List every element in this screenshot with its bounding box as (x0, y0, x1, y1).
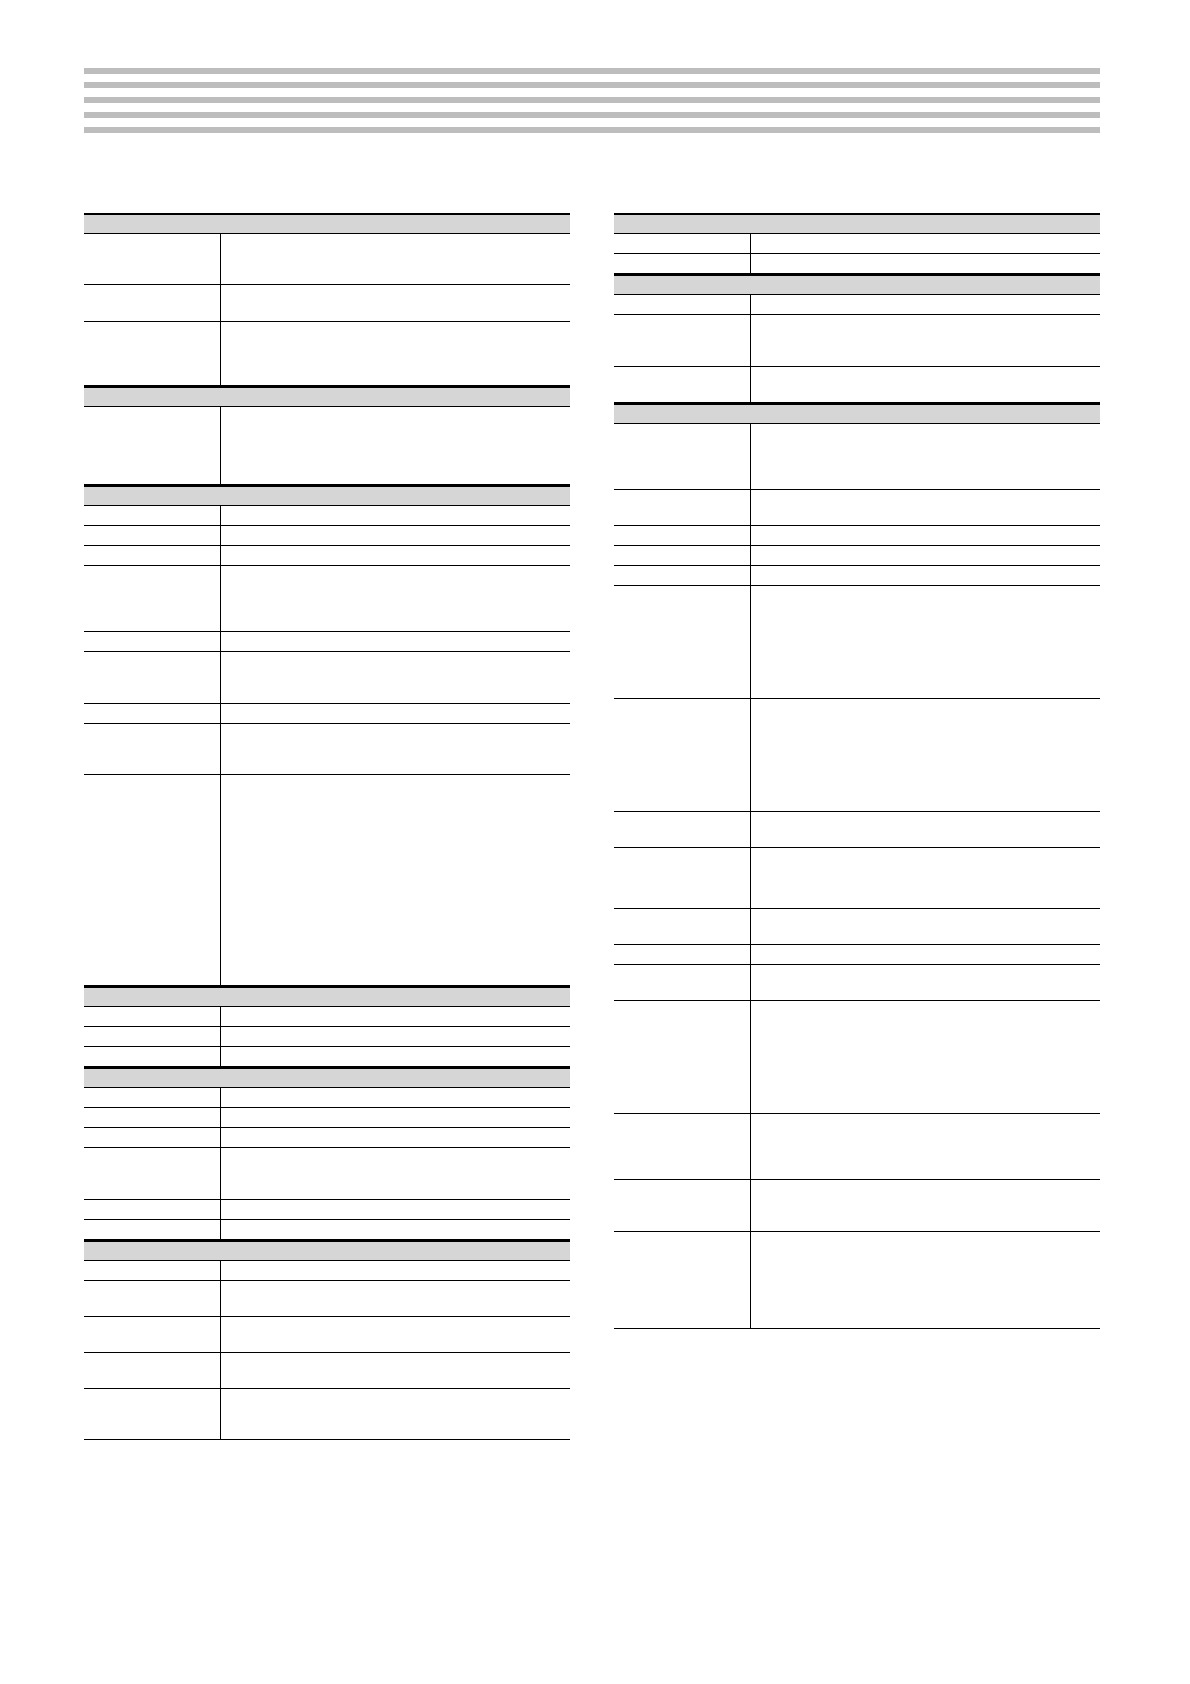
spec-label (614, 965, 751, 1000)
spec-value (221, 234, 570, 284)
spec-row (614, 234, 1100, 254)
spec-row (614, 295, 1100, 315)
spec-value (751, 1001, 1100, 1113)
spec-row (84, 1027, 570, 1047)
section-header (84, 485, 570, 506)
spec-label (614, 1180, 751, 1231)
spec-row (614, 490, 1100, 526)
spec-row (84, 1007, 570, 1027)
spec-row (84, 1317, 570, 1353)
spec-label (84, 1200, 221, 1219)
spec-label (614, 945, 751, 964)
spec-row (614, 1114, 1100, 1180)
spec-row (84, 1108, 570, 1128)
spec-row (84, 1353, 570, 1389)
spec-row (614, 424, 1100, 490)
spec-value (751, 367, 1100, 402)
spec-label (84, 1088, 221, 1107)
spec-label (84, 1108, 221, 1127)
spec-label (614, 699, 751, 811)
spec-row (84, 1261, 570, 1281)
spec-label (84, 322, 221, 385)
spec-row (614, 699, 1100, 812)
spec-value (221, 526, 570, 545)
spec-value (751, 812, 1100, 847)
spec-row (614, 315, 1100, 367)
spec-row (614, 848, 1100, 909)
spec-value (221, 1027, 570, 1046)
spec-label (84, 1220, 221, 1239)
spec-row (84, 506, 570, 526)
spec-row (84, 1200, 570, 1220)
spec-value (221, 1281, 570, 1316)
spec-label (84, 1128, 221, 1147)
spec-value (751, 909, 1100, 944)
spec-row (614, 945, 1100, 965)
spec-value (221, 1088, 570, 1107)
header-stripe (84, 68, 1100, 74)
spec-row (84, 546, 570, 566)
spec-label (614, 424, 751, 489)
spec-row (84, 1047, 570, 1067)
spec-label (614, 909, 751, 944)
spec-value (751, 586, 1100, 698)
section-header (614, 274, 1100, 295)
spec-value (221, 1148, 570, 1199)
spec-value (751, 848, 1100, 908)
spec-label (614, 367, 751, 402)
spec-row (84, 1148, 570, 1200)
spec-value (751, 295, 1100, 314)
spec-row (614, 1180, 1100, 1232)
spec-label (614, 234, 751, 253)
spec-row (84, 775, 570, 986)
spec-value (221, 704, 570, 723)
spec-label (84, 506, 221, 525)
section-header (614, 403, 1100, 424)
spec-value (221, 1261, 570, 1280)
spec-row (84, 285, 570, 322)
spec-row (614, 1232, 1100, 1329)
spec-row (614, 367, 1100, 403)
spec-value (221, 1007, 570, 1026)
section-header (84, 986, 570, 1007)
header-stripe (84, 112, 1100, 118)
spec-label (84, 775, 221, 985)
spec-label (614, 526, 751, 545)
spec-value (221, 1108, 570, 1127)
spec-row (614, 526, 1100, 546)
spec-row (614, 965, 1100, 1001)
spec-label (84, 1047, 221, 1066)
section-header (84, 213, 570, 234)
spec-label (614, 295, 751, 314)
spec-value (751, 424, 1100, 489)
spec-value (221, 506, 570, 525)
header-stripe (84, 82, 1100, 88)
section-header (84, 1240, 570, 1261)
spec-row (84, 1128, 570, 1148)
spec-row (84, 1220, 570, 1240)
spec-row (84, 1389, 570, 1440)
spec-value (751, 1114, 1100, 1179)
spec-row (84, 704, 570, 724)
spec-row (614, 586, 1100, 699)
spec-value (221, 407, 570, 484)
spec-row (84, 1281, 570, 1317)
spec-value (221, 1047, 570, 1066)
spec-label (84, 566, 221, 631)
spec-label (84, 1261, 221, 1280)
spec-label (84, 724, 221, 774)
spec-row (84, 632, 570, 652)
spec-label (84, 1027, 221, 1046)
spec-value (221, 775, 570, 985)
spec-value (221, 546, 570, 565)
spec-value (751, 945, 1100, 964)
spec-value (221, 566, 570, 631)
spec-label (614, 848, 751, 908)
spec-label (84, 1281, 221, 1316)
spec-row (84, 234, 570, 285)
spec-row (84, 526, 570, 546)
spec-row (84, 1088, 570, 1108)
spec-value (221, 1220, 570, 1239)
spec-value (221, 1389, 570, 1439)
spec-label (84, 1389, 221, 1439)
spec-row (614, 812, 1100, 848)
spec-label (614, 315, 751, 366)
spec-label (614, 1232, 751, 1328)
spec-value (751, 526, 1100, 545)
spec-value (221, 285, 570, 321)
spec-row (614, 566, 1100, 586)
spec-label (84, 407, 221, 484)
spec-value (221, 632, 570, 651)
spec-label (84, 1148, 221, 1199)
spec-label (614, 1114, 751, 1179)
spec-value (221, 724, 570, 774)
spec-label (84, 632, 221, 651)
spec-row (614, 254, 1100, 274)
spec-row (84, 322, 570, 386)
spec-value (751, 254, 1100, 273)
section-header (84, 386, 570, 407)
spec-label (84, 1007, 221, 1026)
spec-value (751, 1180, 1100, 1231)
spec-value (221, 1353, 570, 1388)
spec-label (614, 586, 751, 698)
spec-label (84, 1317, 221, 1352)
spec-label (614, 812, 751, 847)
spec-value (751, 546, 1100, 565)
spec-label (84, 526, 221, 545)
spec-value (751, 699, 1100, 811)
section-header (614, 213, 1100, 234)
spec-row (614, 909, 1100, 945)
spec-label (84, 285, 221, 321)
spec-label (84, 1353, 221, 1388)
spec-table-left (84, 213, 570, 1440)
spec-label (84, 234, 221, 284)
spec-label (614, 1001, 751, 1113)
spec-value (221, 1200, 570, 1219)
spec-row (84, 652, 570, 704)
spec-row (84, 566, 570, 632)
spec-value (751, 965, 1100, 1000)
spec-label (614, 490, 751, 525)
spec-value (221, 1128, 570, 1147)
spec-row (84, 724, 570, 775)
spec-row (614, 1001, 1100, 1114)
spec-value (751, 566, 1100, 585)
spec-row (84, 407, 570, 485)
header-stripe (84, 127, 1100, 133)
spec-table-right (614, 213, 1100, 1329)
section-header (84, 1067, 570, 1088)
spec-value (221, 652, 570, 703)
header-stripe (84, 97, 1100, 103)
spec-label (614, 566, 751, 585)
spec-label (84, 704, 221, 723)
spec-label (84, 652, 221, 703)
spec-label (614, 254, 751, 273)
spec-label (84, 546, 221, 565)
header-stripes (84, 68, 1100, 133)
spec-row (614, 546, 1100, 566)
spec-value (751, 315, 1100, 366)
spec-value (751, 1232, 1100, 1328)
spec-value (751, 490, 1100, 525)
spec-value (221, 322, 570, 385)
spec-value (221, 1317, 570, 1352)
spec-value (751, 234, 1100, 253)
spec-label (614, 546, 751, 565)
